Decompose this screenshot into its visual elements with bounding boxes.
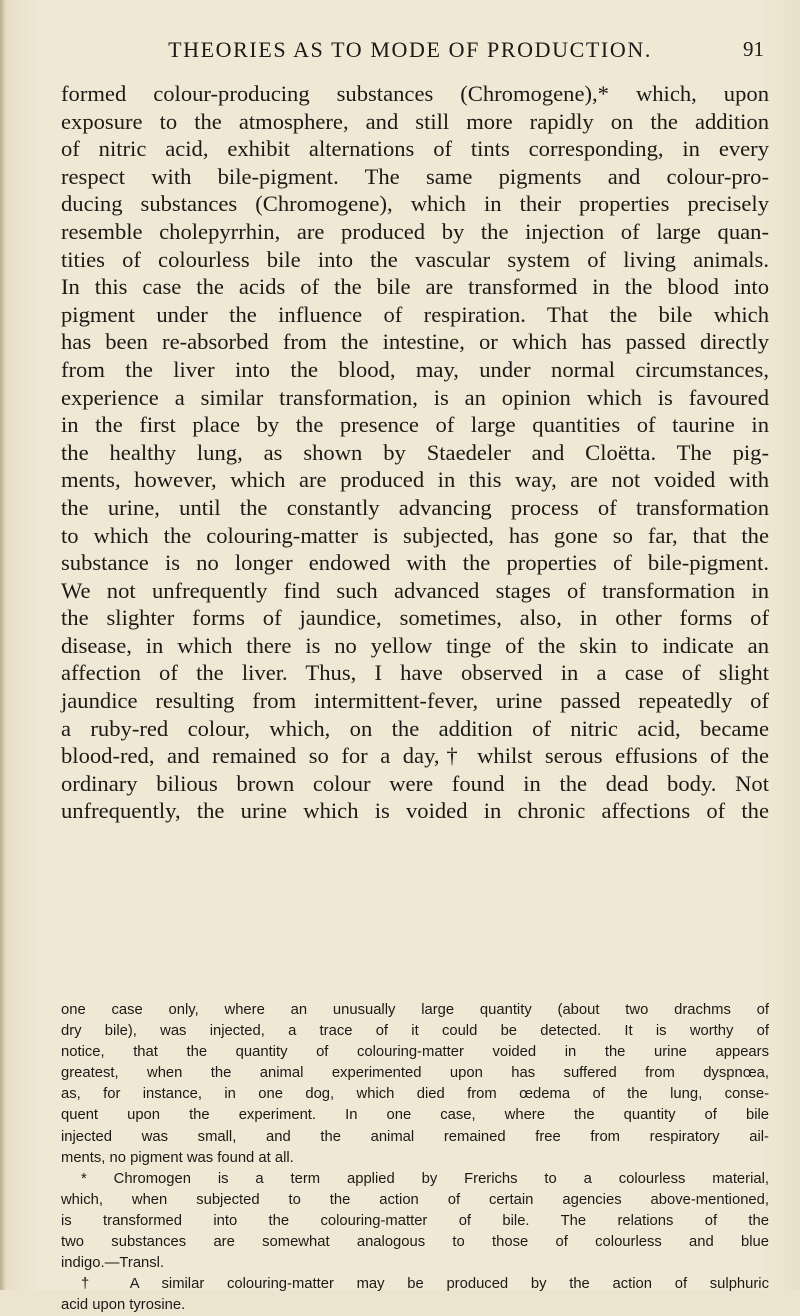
page-number: 91 bbox=[743, 37, 764, 61]
footnote-line: notice, that the quantity of colouring-matter voided in the urine appears bbox=[61, 1044, 769, 1061]
text-line: a ruby-red colour, which, on the addition of nitric acid, became bbox=[61, 715, 769, 741]
page-gutter-shadow bbox=[0, 0, 6, 1290]
footnote-line: quent upon the experiment. In one case, where the quantity of bile bbox=[61, 1107, 769, 1124]
running-title: THEORIES AS TO MODE OF PRODUCTION. bbox=[168, 37, 652, 62]
text-line: affection of the liver. Thus, I have observed in a case of slight bbox=[61, 660, 769, 686]
footnote-chromogen: * Chromogen is a term applied by Frerichs to a colourless material, bbox=[81, 1170, 769, 1187]
text-line: the healthy lung, as shown by Staedeler and Cloëtta. The pig- bbox=[61, 439, 769, 465]
footnote-line: injected was small, and the animal remained free from respiratory ail- bbox=[61, 1128, 769, 1145]
text-line: ments, however, which are produced in this way, are not voided with bbox=[61, 467, 769, 493]
text-line: jaundice resulting from intermittent-fever, urine passed repeatedly of bbox=[61, 688, 769, 714]
text-line: from the liver into the blood, may, under normal circumstances, bbox=[61, 356, 769, 382]
text-line: has been re-absorbed from the intestine, or which has passed directly bbox=[61, 329, 769, 355]
main-text bbox=[61, 80, 769, 825]
footnote-line: dry bile), was injected, a trace of it could be detected. It is worthy of bbox=[61, 1023, 769, 1040]
text-line: ducing substances (Chromogene), which in their properties precisely bbox=[61, 191, 769, 217]
footnote-line: ments, no pigment was found at all. bbox=[61, 1149, 294, 1166]
footnotes bbox=[61, 1000, 769, 1316]
text-line: of nitric acid, exhibit alternations of tints corresponding, in every bbox=[61, 136, 769, 162]
text-line: In this case the acids of the bile are transformed in the blood into bbox=[61, 274, 769, 300]
text-line: disease, in which there is no yellow tinge of the skin to indicate an bbox=[61, 632, 769, 658]
text-line: unfrequently, the urine which is voided in chronic affections of the bbox=[61, 798, 769, 824]
text-line: tities of colourless bile into the vascular system of living animals. bbox=[61, 246, 769, 272]
text-line: exposure to the atmosphere, and still more rapidly on the addition bbox=[61, 108, 769, 134]
text-line: the slighter forms of jaundice, sometimes, also, in other forms of bbox=[61, 605, 769, 631]
text-line: ordinary bilious brown colour were found in the dead body. Not bbox=[61, 770, 769, 796]
text-line: in the first place by the presence of large quantities of taurine in bbox=[61, 412, 769, 438]
text-line: the urine, until the constantly advancing process of transformation bbox=[61, 494, 769, 520]
footnote-line: indigo.—Transl. bbox=[61, 1255, 165, 1272]
text-line: respect with bile-pigment. The same pigments and colour-pro- bbox=[61, 163, 769, 189]
footnote-line: acid upon tyrosine. bbox=[61, 1297, 186, 1314]
text-line: resemble cholepyrrhin, are produced by the injection of large quan- bbox=[61, 218, 769, 244]
footnote-dagger: † A similar colouring-matter may be produced by the action of sulphuric bbox=[81, 1276, 769, 1293]
footnote-line: two substances are somewhat analogous to those of colourless and blue bbox=[61, 1234, 769, 1251]
footnote-line: which, when subjected to the action of certain agencies above-mentioned, bbox=[61, 1191, 769, 1208]
text-line: formed colour-producing substances (Chromogene),* which, upon bbox=[61, 81, 769, 106]
footnote-line: greatest, when the animal experimented upon has suffered from dyspnœa, bbox=[61, 1065, 769, 1082]
footnote-line: one case only, where an unusually large quantity (about two drachms of bbox=[61, 1002, 769, 1018]
text-line: experience a similar transformation, is an opinion which is favoured bbox=[61, 384, 769, 410]
text-line: substance is no longer endowed with the properties of bile-pigment. bbox=[61, 550, 769, 576]
running-head bbox=[60, 37, 764, 77]
text-line: We not unfrequently find such advanced stages of transformation in bbox=[61, 577, 769, 603]
footnote-line: is transformed into the colouring-matter of bile. The relations of the bbox=[61, 1212, 769, 1229]
text-line: blood-red, and remained so for a day,† whilst serous effusions of the bbox=[61, 743, 769, 769]
text-line: to which the colouring-matter is subjected, has gone so far, that the bbox=[61, 522, 769, 548]
footnote-line: as, for instance, in one dog, which died from œdema of the lung, conse- bbox=[61, 1086, 769, 1103]
text-line: pigment under the influence of respiration. That the bile which bbox=[61, 301, 769, 327]
